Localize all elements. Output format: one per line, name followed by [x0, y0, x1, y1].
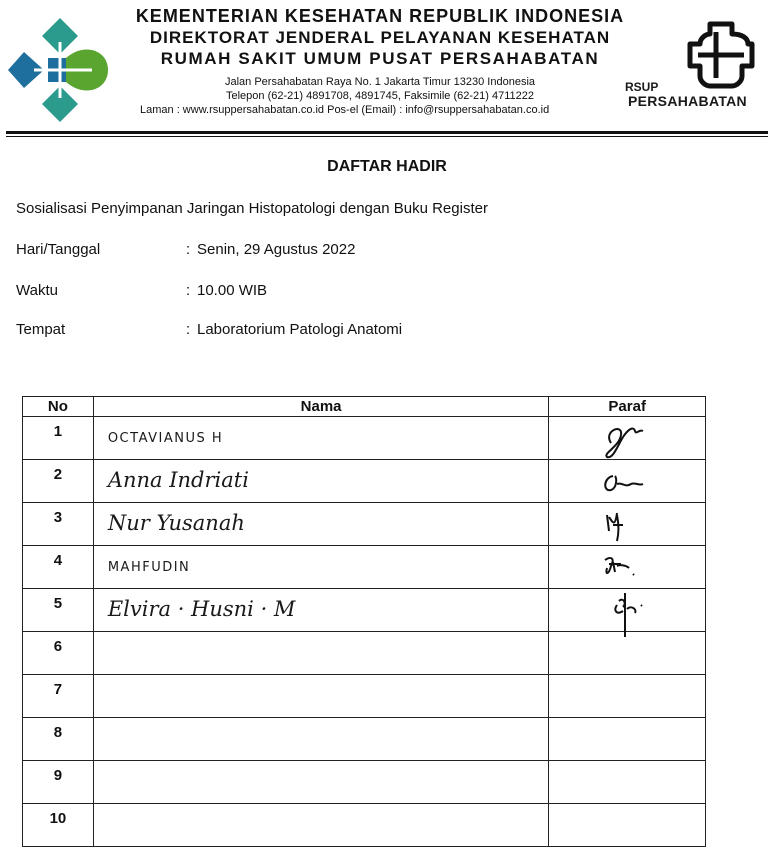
handwritten-name: Anna Indriati	[107, 468, 249, 492]
signature-cell	[549, 460, 706, 503]
meta-label: Tempat	[16, 321, 66, 338]
letterhead	[0, 0, 774, 140]
signature-cell	[549, 718, 706, 761]
signature-cell	[549, 503, 706, 546]
header-divider	[6, 131, 768, 134]
table-row	[23, 460, 706, 503]
row-number: 3	[23, 503, 94, 546]
name-cell	[93, 460, 549, 503]
table-row	[23, 804, 706, 847]
meta-colon: :	[186, 241, 191, 258]
header-paraf: Paraf	[549, 397, 706, 417]
table-row	[23, 718, 706, 761]
row-number: 2	[23, 460, 94, 503]
signature-cell	[549, 632, 706, 675]
table-row	[23, 546, 706, 589]
hospital-web: Laman : www.rsuppersahabatan.co.id Pos-el (Email) : info@rsuppersahabatan.co.id	[140, 104, 550, 116]
name-cell	[93, 503, 549, 546]
meta-value: Senin, 29 Agustus 2022	[197, 241, 356, 258]
meta-label: Waktu	[16, 282, 58, 299]
meta-colon: :	[186, 321, 191, 338]
hospital-address: Jalan Persahabatan Raya No. 1 Jakarta Timur 13230 Indonesia	[224, 76, 536, 88]
signature-mark	[583, 417, 673, 459]
table-header-row	[23, 397, 706, 417]
ministry-name: KEMENTERIAN KESEHATAN REPUBLIK INDONESIA	[135, 6, 625, 26]
name-cell	[93, 546, 549, 589]
row-number: 4	[23, 546, 94, 589]
row-number: 8	[23, 718, 94, 761]
header-divider-thin	[6, 136, 768, 137]
meta-value: Laboratorium Patologi Anatomi	[197, 321, 403, 338]
signature-mark	[583, 460, 673, 502]
meta-value: 10.00 WIB	[197, 282, 268, 299]
meta-label: Hari/Tanggal	[16, 241, 101, 258]
handwritten-name: Elvira · Husni · M	[107, 597, 296, 621]
name-cell	[93, 589, 549, 632]
directorate-name: DIREKTORAT JENDERAL PELAYANAN KESEHATAN	[149, 28, 611, 47]
row-number: 10	[23, 804, 94, 847]
row-number: 6	[23, 632, 94, 675]
table-row	[23, 675, 706, 718]
rs-name-label: PERSAHABATAN	[628, 93, 747, 109]
row-number: 5	[23, 589, 94, 632]
name-cell	[93, 718, 549, 761]
document-title: DAFTAR HADIR	[327, 158, 447, 175]
name-cell	[93, 417, 549, 460]
table-row	[23, 589, 706, 632]
signature-cell	[549, 417, 706, 460]
name-cell	[93, 761, 549, 804]
signature-cell	[549, 546, 706, 589]
hospital-phone: Telepon (62-21) 4891708, 4891745, Faksimile (62-21) 4711222	[225, 90, 534, 102]
signature-cell	[549, 804, 706, 847]
row-number: 1	[23, 417, 94, 460]
table-row	[23, 632, 706, 675]
handwritten-name: OCTAVIANUS H	[107, 431, 224, 446]
rs-short-label: RSUP	[625, 80, 659, 94]
signature-cell	[549, 761, 706, 804]
meta-colon: :	[186, 282, 191, 299]
table-row	[23, 503, 706, 546]
kemenkes-logo-icon	[4, 12, 116, 128]
row-number: 7	[23, 675, 94, 718]
table-row	[23, 761, 706, 804]
signature-cell	[549, 675, 706, 718]
header-nama: Nama	[93, 397, 549, 417]
row-number: 9	[23, 761, 94, 804]
signature-mark	[583, 546, 673, 588]
handwritten-name: MAHFUDIN	[107, 560, 191, 575]
signature-cell	[549, 589, 706, 632]
attendance-table	[22, 396, 706, 847]
event-subject: Sosialisasi Penyimpanan Jaringan Histopatologi dengan Buku Register	[16, 200, 488, 217]
name-cell	[93, 804, 549, 847]
handwritten-name: Nur Yusanah	[107, 511, 245, 535]
signature-mark	[583, 589, 673, 631]
header-no: No	[23, 397, 94, 417]
table-row	[23, 417, 706, 460]
name-cell	[93, 675, 549, 718]
rsup-cross-logo-icon	[686, 20, 756, 90]
name-cell	[93, 632, 549, 675]
hospital-name: RUMAH SAKIT UMUM PUSAT PERSAHABATAN	[160, 49, 600, 68]
signature-mark	[583, 503, 673, 545]
